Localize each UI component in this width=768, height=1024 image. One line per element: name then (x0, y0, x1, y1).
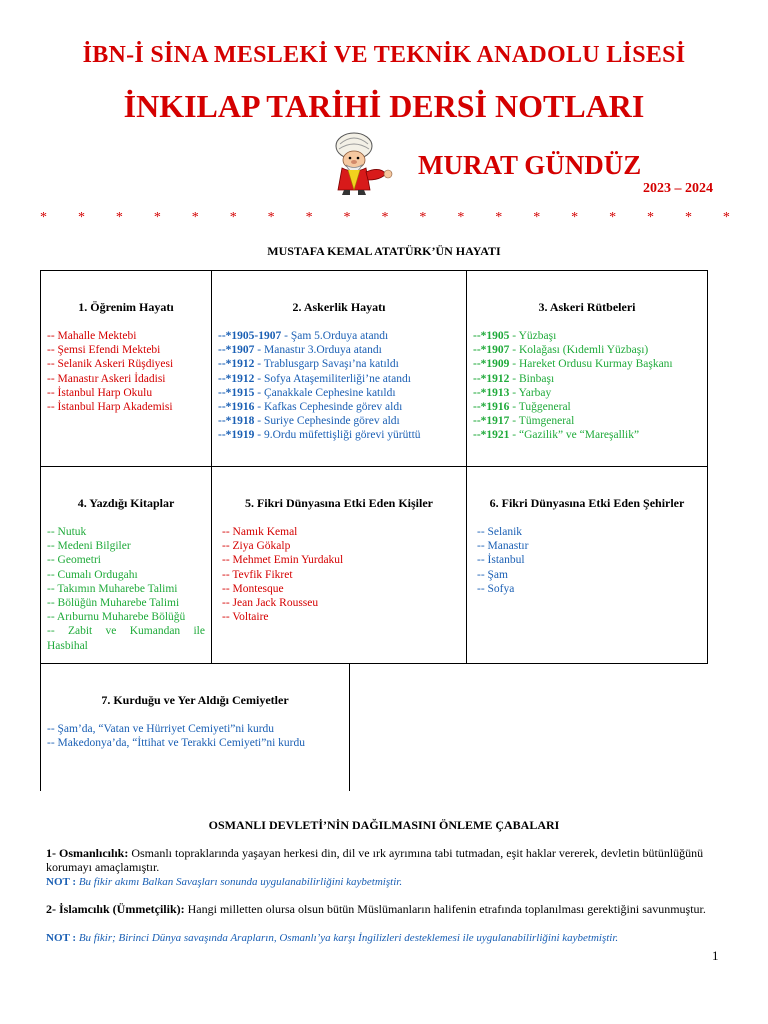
list-item: -- Montesque (222, 582, 284, 595)
paragraph-ottomanism: 1- Osmanlıcılık: Osmanlı topraklarında yaşayan herkesi din, dil ve ırk ayrımına tabi tutmadan, eşit haklar vererek, devletin bütünlüğünü korumayı amaçlamıştır. (46, 846, 704, 874)
list-item: -- Makedonya’da, “İttihat ve Terakki Cemiyeti”ni kurdu (47, 737, 305, 750)
list-item: -- Jean Jack Rousseu (222, 597, 319, 610)
list-item: --*1916 - Kafkas Cephesinde görev aldı (218, 401, 403, 414)
list-item: --*1905-1907 - Şam 5.Orduya atandı (218, 330, 389, 342)
paragraph-islamism: 2- İslamcılık (Ümmetçilik): Hangi milletten olursa olsun bütün Müslümanların halifenin etrafında toplanılması gerektiğini savunmuştur. (46, 902, 706, 916)
list-item: -- Nutuk (47, 526, 87, 538)
school-year: 2023 – 2024 (643, 181, 713, 196)
list-item: -- İstanbul (477, 554, 525, 567)
star-divider: * * * * * * * * * * * * * * * * * * * (40, 210, 730, 225)
cell-title: 7. Kurduğu ve Yer Aldığı Cemiyetler (101, 693, 289, 707)
course-title: İNKILAP TARİHİ DERSİ NOTLARI (123, 88, 645, 124)
section-title-ottoman-efforts: OSMANLI DEVLETİ’NİN DAĞILMASINI ÖNLEME ÇABALARI (208, 818, 560, 832)
list-item: --*1912 - Binbaşı (473, 372, 555, 385)
cell-title: 4. Yazdığı Kitaplar (77, 496, 175, 510)
cell-education (40, 270, 212, 467)
list-item: --*1907 - Manastır 3.Orduya atandı (218, 344, 382, 357)
list-item: -- Medeni Bilgiler (47, 540, 131, 553)
list-item: -- İstanbul Harp Okulu (47, 386, 153, 399)
cell-societies (40, 663, 350, 791)
list-item: -- Geometri (47, 554, 101, 567)
list-item: --*1921 - “Gazilik” ve “Mareşallik” (473, 429, 640, 442)
cell-title: 1. Öğrenim Hayatı (78, 300, 174, 314)
list-item: --*1913 - Yarbay (473, 386, 552, 399)
list-item: -- Cumalı Ordugahı (47, 568, 138, 581)
section-title-ataturk-life: MUSTAFA KEMAL ATATÜRK’ÜN HAYATI (267, 244, 501, 258)
page-number: 1 (712, 948, 719, 963)
list-item: -- İstanbul Harp Akademisi (47, 401, 173, 414)
cell-title: 3. Askeri Rütbeleri (538, 300, 636, 314)
list-item: -- Manastır Askeri İdadisi (47, 372, 166, 385)
cell-military-ranks (466, 270, 708, 467)
list-item: --*1915 - Çanakkale Cephesine katıldı (218, 386, 396, 399)
note-ottomanism: NOT : Bu fikir akımı Balkan Savaşları sonunda uygulanabilirliğini kaybetmiştir. (46, 876, 403, 888)
cell-title: 6. Fikri Dünyasına Etki Eden Şehirler (489, 496, 685, 510)
list-item: -- Manastır (477, 540, 529, 553)
list-item: -- Selanik Askeri Rüşdiyesi (47, 358, 174, 371)
list-item: --*1918 - Suriye Cephesinde görev aldı (218, 415, 400, 428)
list-item: -- Voltaire (222, 611, 269, 624)
list-item: -- Şam (477, 568, 508, 581)
list-item: -- Bölüğün Muharebe Talimi (47, 597, 180, 610)
list-item: -- Mahalle Mektebi (47, 330, 137, 342)
list-item: -- Sofya (477, 582, 515, 595)
note-islamism: NOT : Bu fikir; Birinci Dünya savaşında Arapların, Osmanlı’ya karşı İngilizleri desteklemesi ile uygulanabilirliğini kaybetmiştir. (46, 932, 619, 944)
list-item: -- Takımın Muharebe Talimi (47, 582, 178, 595)
list-item: -- Arıburnu Muharebe Bölüğü (47, 611, 186, 624)
cell-title: 2. Askerlik Hayatı (292, 300, 386, 314)
list-item: --*1917 - Tümgeneral (473, 415, 575, 428)
list-item: --*1912 - Trablusgarp Savaşı’na katıldı (218, 358, 399, 371)
list-item: -- Tevfik Fikret (222, 568, 293, 581)
cell-influential-cities (466, 466, 708, 664)
list-item: -- Mehmet Emin Yurdakul (222, 554, 344, 567)
nasreddin-hodja-icon (326, 124, 408, 196)
cell-books (40, 466, 212, 664)
list-item: -- Şemsi Efendi Mektebi (47, 344, 161, 357)
list-item: --*1919 - 9.Ordu müfettişliği görevi yürüttü (218, 429, 421, 442)
list-item: --*1909 - Hareket Ordusu Kurmay Başkanı (473, 358, 673, 371)
list-item: -- Şam’da, “Vatan ve Hürriyet Cemiyeti”ni kurdu (47, 723, 275, 735)
cell-title: 5. Fikri Dünyasına Etki Eden Kişiler (244, 496, 434, 510)
list-item: -- Zabit ve Kumandan ile Hasbihal (47, 625, 205, 652)
list-item: --*1905 - Yüzbaşı (473, 330, 557, 342)
list-item: --*1912 - Sofya Ataşemiliterliği’ne atandı (218, 372, 411, 385)
list-item: -- Ziya Gökalp (222, 540, 291, 553)
school-name: İBN-İ SİNA MESLEKİ VE TEKNİK ANADOLU LİSESİ (82, 42, 686, 68)
cell-influential-people (211, 466, 467, 664)
list-item: --*1916 - Tuğgeneral (473, 401, 571, 414)
list-item: -- Selanik (477, 526, 523, 538)
cell-military-career (211, 270, 467, 467)
author-name: MURAT GÜNDÜZ (418, 150, 642, 180)
list-item: -- Namık Kemal (222, 526, 298, 538)
list-item: --*1907 - Kolağası (Kıdemli Yüzbaşı) (473, 344, 649, 357)
